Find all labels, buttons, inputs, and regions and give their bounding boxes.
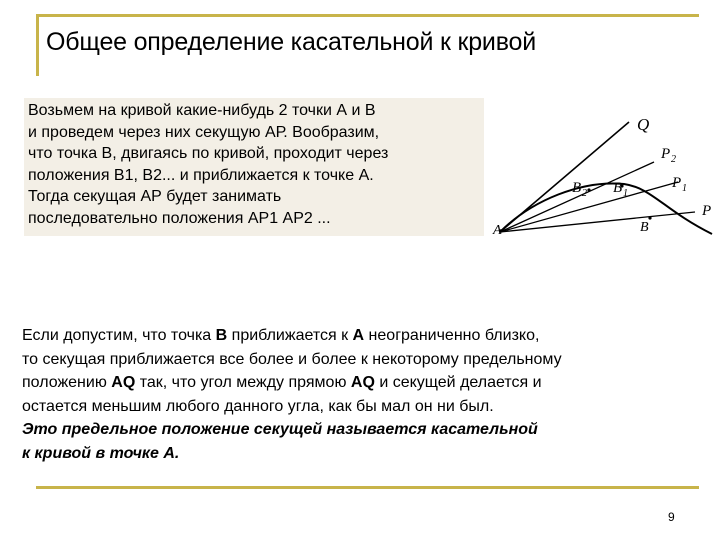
body-line-1 [22, 324, 712, 348]
intro-line: Возьмем на кривой какие-нибудь 2 точки А и В [28, 102, 376, 119]
label-q: Q [637, 115, 650, 134]
definition-emphasis-line-2: к кривой в точке А. [22, 444, 180, 462]
label-b2-sub: 2 [582, 188, 587, 199]
point-b-ref: В [215, 327, 228, 344]
label-p2-sub: 2 [671, 154, 676, 165]
definition-text [22, 324, 712, 465]
body-text-run: так, что угол между прямою [135, 374, 351, 391]
body-text-run: и секущей делается и [374, 374, 542, 391]
label-p1-sub: 1 [682, 183, 687, 194]
secant-line-ap2 [500, 162, 654, 232]
body-line-4: остается меньшим любого данного угла, как бы мал он ни был. [22, 397, 494, 415]
point-b2 [587, 188, 590, 191]
line-aq-ref: AQ [111, 374, 136, 391]
body-text-run: приближается к [227, 327, 353, 344]
point-b [648, 216, 651, 219]
line-aq-ref: AQ [350, 374, 375, 391]
body-text-run: положению [22, 374, 112, 391]
label-p: P [702, 203, 712, 219]
intro-line: Тогда секущая АР будет занимать [28, 188, 282, 205]
left-rule [36, 14, 39, 76]
intro-text-box [24, 98, 484, 236]
label-b2: B [572, 180, 582, 196]
slide-title: Общее определение касательной к кривой [46, 28, 536, 56]
label-a: A [493, 223, 502, 238]
body-line-3 [22, 371, 712, 395]
page-number: 9 [668, 510, 675, 524]
body-text-run: неограниченно близко, [364, 327, 540, 344]
footer-rule [36, 486, 699, 489]
curve [500, 183, 712, 234]
label-b1: B [613, 180, 623, 196]
intro-line: что точка В, двигаясь по кривой, проходит через [28, 145, 389, 162]
definition-emphasis-line-1: Это предельное положение секущей называется касательной [22, 421, 538, 438]
secant-line-ap [500, 212, 695, 232]
label-b: B [640, 220, 649, 235]
body-line-2: то секущая приближается все более и более к некоторому предельному [22, 350, 562, 368]
label-p2: P [661, 146, 671, 162]
intro-line: положения В1, В2... и приближается к точке А. [28, 166, 374, 184]
tangent-diagram [492, 108, 720, 260]
intro-line: и проведем через них секущую АР. Вообразим, [28, 123, 380, 141]
label-p1: P [672, 175, 682, 191]
body-text-run: Если допустим, что точка [22, 327, 216, 344]
label-b1-sub: 1 [623, 188, 628, 199]
tangent-line-aq [500, 122, 629, 232]
point-a-ref: А [352, 327, 365, 344]
intro-line: последовательно положения АР1 АР2 ... [28, 209, 331, 227]
tangent-diagram-svg [492, 108, 720, 260]
top-rule [36, 14, 699, 17]
